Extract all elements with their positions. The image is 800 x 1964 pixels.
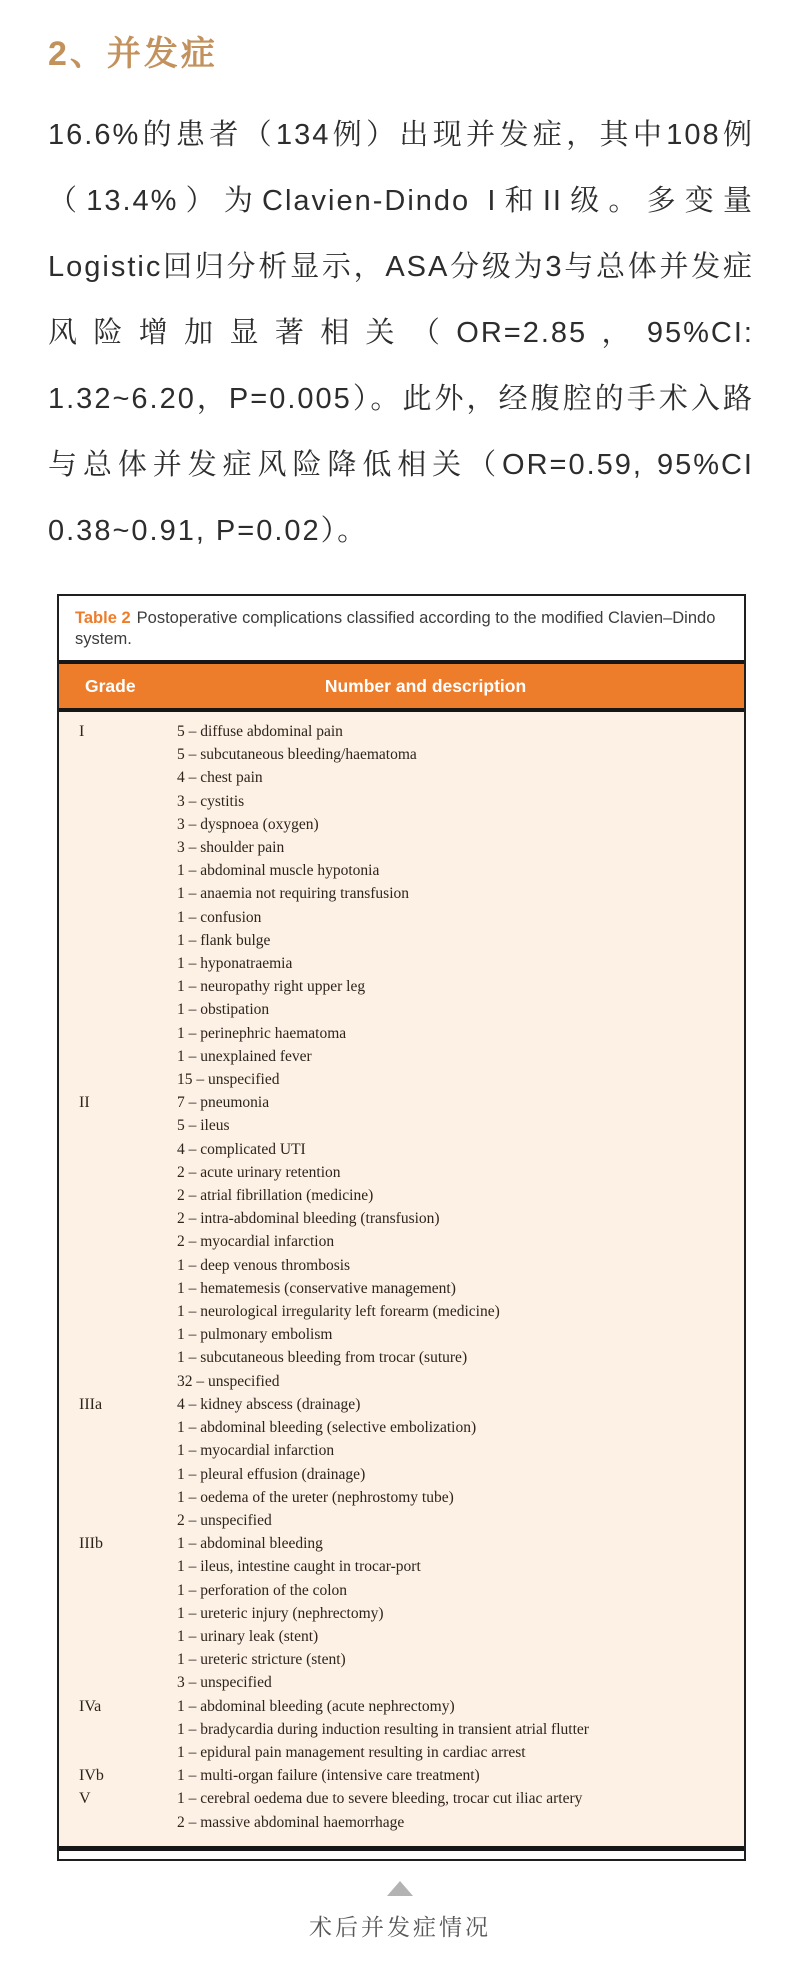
complication-item: 1 – obstipation <box>177 1001 270 1019</box>
complication-item: 2 – atrial fibrillation (medicine) <box>177 1187 374 1205</box>
column-header-number-description: Number and description <box>324 675 527 696</box>
complication-item: 1 – confusion <box>177 908 262 926</box>
table-section-row <box>59 1787 744 1833</box>
complication-item: 1 – ileus, intestine caught in trocar-port <box>177 1558 421 1576</box>
table2-figure <box>57 594 746 1861</box>
complication-item: 1 – abdominal muscle hypotonia <box>177 862 380 880</box>
complication-item: 32 – unspecified <box>177 1372 280 1390</box>
complication-item: 2 – unspecified <box>177 1511 272 1529</box>
complication-item: 15 – unspecified <box>177 1071 280 1089</box>
grade-cell: II <box>79 1094 90 1112</box>
items-cell <box>177 1695 744 1765</box>
column-header-grade: Grade <box>85 675 136 696</box>
grade-cell: I <box>79 723 85 740</box>
complication-item: 3 – shoulder pain <box>177 839 285 857</box>
table-header-row <box>59 660 744 712</box>
complication-item: 5 – diffuse abdominal pain <box>177 723 343 740</box>
table-section-row <box>59 1393 744 1532</box>
complication-item: 1 – deep venous thrombosis <box>177 1256 351 1274</box>
table-section-row <box>59 1532 744 1694</box>
complication-item: 3 – unspecified <box>177 1674 272 1692</box>
grade-cell: V <box>79 1790 91 1808</box>
complication-item: 7 – pneumonia <box>177 1094 270 1112</box>
complication-item: 3 – dyspnoea (oxygen) <box>177 815 319 833</box>
collapse-arrow-icon[interactable] <box>387 1881 413 1896</box>
complication-item: 3 – cystitis <box>177 792 245 810</box>
complication-item: 1 – abdominal bleeding (selective embolization) <box>177 1419 477 1437</box>
complication-item: 1 – oedema of the ureter (nephrostomy tube) <box>177 1488 454 1506</box>
items-cell <box>177 1764 744 1787</box>
complication-item: 4 – chest pain <box>177 769 263 787</box>
complication-item: 2 – intra-abdominal bleeding (transfusion) <box>177 1210 440 1228</box>
complication-item: 2 – massive abdominal haemorrhage <box>177 1813 405 1831</box>
complication-item: 1 – abdominal bleeding <box>177 1535 323 1553</box>
complication-item: 1 – unexplained fever <box>177 1047 312 1065</box>
table-section-row <box>59 1764 744 1787</box>
complication-item: 2 – acute urinary retention <box>177 1163 341 1181</box>
complication-item: 1 – epidural pain management resulting in cardiac arrest <box>177 1743 526 1761</box>
complication-item: 1 – flank bulge <box>177 931 271 949</box>
table-caption-label: Table 2 <box>75 609 131 627</box>
complication-item: 4 – kidney abscess (drainage) <box>177 1395 361 1413</box>
figure-caption: 术后并发症情况 <box>309 1913 491 1940</box>
complication-item: 1 – neurological irregularity left forearm (medicine) <box>177 1303 500 1321</box>
table-caption <box>59 606 744 660</box>
table-body <box>59 712 744 1851</box>
complication-item: 1 – abdominal bleeding (acute nephrectomy) <box>177 1697 455 1715</box>
figure-footer <box>0 1881 800 1942</box>
complication-item: 5 – ileus <box>177 1117 230 1135</box>
complication-item: 1 – pleural effusion (drainage) <box>177 1465 366 1483</box>
complication-item: 1 – urinary leak (stent) <box>177 1627 319 1645</box>
complication-item: 1 – hematemesis (conservative management) <box>177 1279 456 1297</box>
complication-item: 1 – subcutaneous bleeding from trocar (suture) <box>177 1349 468 1367</box>
table-section-row <box>59 1695 744 1765</box>
items-cell <box>177 1091 744 1393</box>
complication-item: 5 – subcutaneous bleeding/haematoma <box>177 746 417 764</box>
items-cell <box>177 1532 744 1694</box>
complication-item: 1 – perforation of the colon <box>177 1581 348 1599</box>
items-cell <box>177 1393 744 1532</box>
grade-cell: IIIa <box>79 1395 103 1413</box>
grade-cell: IVa <box>79 1697 102 1715</box>
complication-item: 1 – anaemia not requiring transfusion <box>177 885 410 903</box>
complication-item: 1 – perinephric haematoma <box>177 1024 347 1042</box>
complication-item: 1 – hyponatraemia <box>177 955 293 973</box>
table-section-row <box>59 720 744 1091</box>
table-section-row <box>59 1091 744 1393</box>
grade-cell: IIIb <box>79 1535 103 1553</box>
table-caption-text: Postoperative complications classified according to the modified Clavien–Dindo system. <box>75 609 716 648</box>
items-cell <box>177 720 744 1091</box>
complication-item: 2 – myocardial infarction <box>177 1233 335 1251</box>
complication-item: 1 – cerebral oedema due to severe bleeding, trocar cut iliac artery <box>177 1790 583 1808</box>
complication-item: 1 – pulmonary embolism <box>177 1326 333 1344</box>
body-paragraph: 16.6%的患者（134例）出现并发症，其中108例（13.4%）为Clavien-Dindo I和II级。多变量Logistic回归分析显示，ASA分级为3与总体并发症风险增加显著相关（OR=2.85，95%CI: 1.32~6.20，P=0.005）。此外，经腹腔的手术入路与总体并发症风险降低相关（OR=0.59, 95%CI 0.38~0.91, P=0.02）。 <box>48 119 754 547</box>
items-cell <box>177 1787 744 1833</box>
complication-item: 1 – myocardial infarction <box>177 1442 335 1460</box>
complication-item: 1 – ureteric stricture (stent) <box>177 1651 346 1669</box>
complication-item: 1 – multi-organ failure (intensive care treatment) <box>177 1767 480 1785</box>
complication-item: 1 – ureteric injury (nephrectomy) <box>177 1604 384 1622</box>
grade-cell: IVb <box>79 1767 104 1785</box>
section-heading: 2、并发症 <box>48 35 218 73</box>
complication-item: 4 – complicated UTI <box>177 1140 306 1158</box>
complication-item: 1 – neuropathy right upper leg <box>177 978 366 996</box>
complication-item: 1 – bradycardia during induction resulting in transient atrial flutter <box>177 1720 589 1738</box>
